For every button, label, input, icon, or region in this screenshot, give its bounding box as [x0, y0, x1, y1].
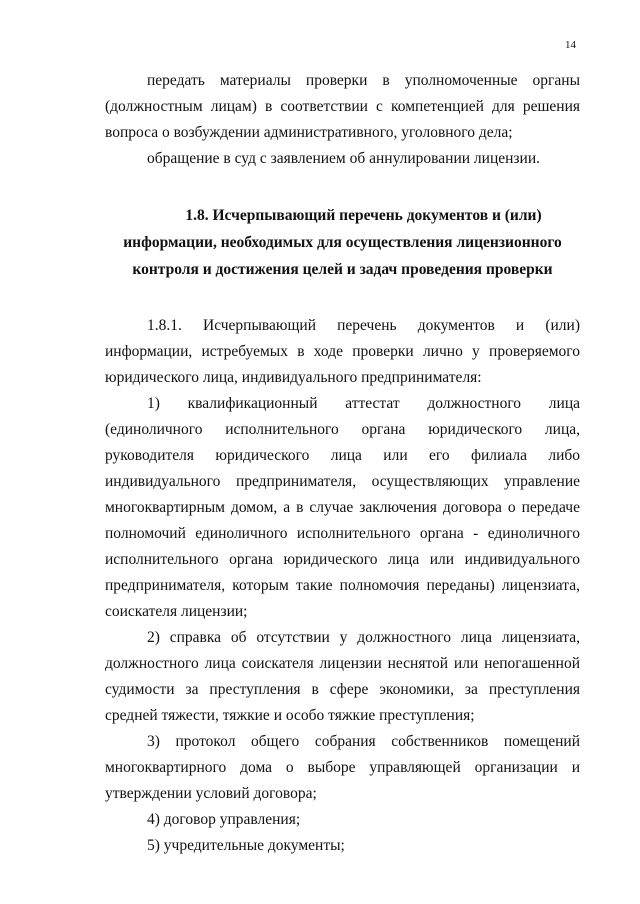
section-heading-line-3: контроля и достижения целей и задач проведения проверки [132, 261, 553, 278]
list-item-1: 1) квалификационный аттестат должностного лица (единоличного исполнительного органа юридического лица, руководителя юридического лица или его филиала либо индивидуального предпринимателя, осуществляющих управление многоквартирным домом, а в случае заключения договора о передаче полномочий единоличного исполнительного органа - единоличного исполнительного органа юридического лица или индивидуального предпринимателя, которым такие полномочия переданы) лицензиата, соискателя лицензии; [105, 395, 580, 620]
section-paragraph-1-8-1: 1.8.1. Исчерпывающий перечень документов и (или) информации, истребуемых в ходе проверки лично у проверяемого юридического лица, индивидуального предпринимателя: [105, 317, 580, 386]
document-body [105, 68, 580, 859]
intro-paragraph-2: обращение в суд с заявлением об аннулировании лицензии. [147, 150, 541, 167]
list-item-4: 4) договор управления; [147, 811, 301, 828]
section-spacer [105, 283, 580, 313]
intro-paragraph-1: передать материалы проверки в уполномоченные органы (должностным лицам) в соответствии с компетенцией для решения вопроса о возбуждении административного, уголовного дела; [105, 72, 580, 141]
section-heading [105, 202, 580, 283]
list-item-5: 5) учредительные документы; [147, 837, 345, 854]
section-heading-line-2: информации, необходимых для осуществления лицензионного [123, 234, 562, 251]
list-item-2: 2) справка об отсутствии у должностного лица лицензиата, должностного лица соискателя лицензии неснятой или непогашенной судимости за преступления в сфере экономики, за преступления средней тяжести, тяжкие и особо тяжкие преступления; [105, 629, 580, 724]
page-number: 14 [565, 39, 576, 51]
list-item-3: 3) протокол общего собрания собственников помещений многоквартирного дома о выборе управляющей организации и утверждении условий договора; [105, 733, 580, 802]
section-heading-line-1: 1.8. Исчерпывающий перечень документов и (или) [185, 207, 542, 224]
